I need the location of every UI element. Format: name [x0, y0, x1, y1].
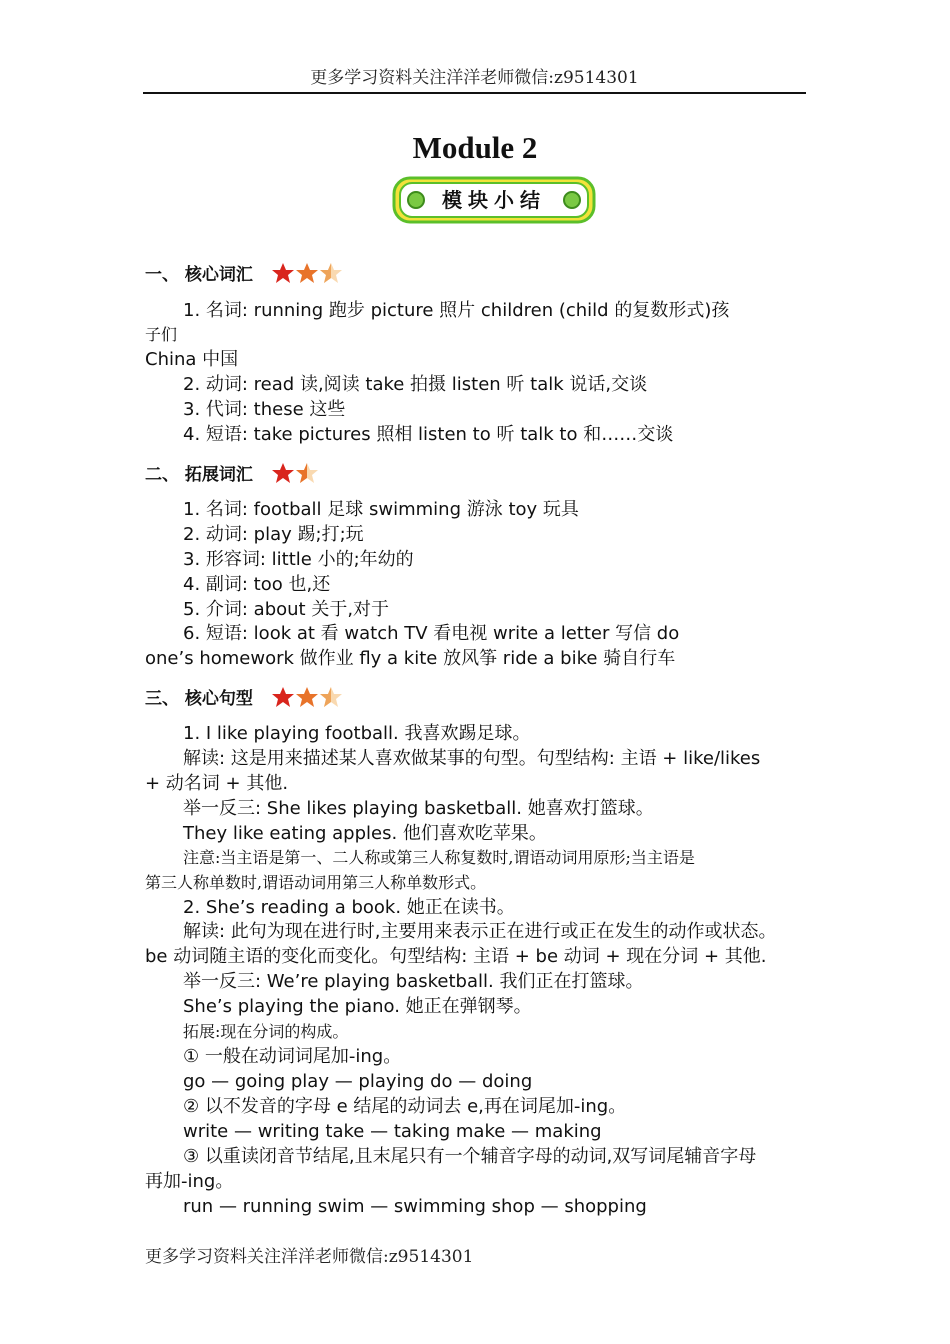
text-line: 4. 短语: take pictures 照相 listen to 听 talk to 和……交谈 — [183, 424, 674, 445]
section-heading: 一、 核心词汇 — [145, 265, 253, 285]
module-title: Module 2 — [412, 130, 538, 165]
text-line: ① 一般在动词词尾加-ing。 — [183, 1046, 402, 1067]
text-line: write — writing take — taking make — making — [183, 1121, 602, 1142]
page-footer: 更多学习资料关注洋洋老师微信:z9514301 — [145, 1247, 474, 1267]
text-line: 子们 — [145, 325, 178, 344]
half-star-icon — [295, 462, 319, 484]
section-extended-vocabulary — [145, 460, 319, 485]
text-line: 3. 形容词: little 小的;年幼的 — [183, 549, 414, 570]
text-line: + 动名词 + 其他. — [145, 773, 289, 794]
section-core-vocabulary — [145, 260, 343, 285]
text-line: 1. 名词: running 跑步 picture 照片 children (child 的复数形式)孩 — [183, 300, 730, 321]
rating-stars — [271, 686, 343, 708]
rating-stars — [271, 462, 319, 484]
star-icon — [271, 462, 295, 484]
text-line: 再加-ing。 — [145, 1171, 234, 1192]
summary-badge — [392, 176, 596, 224]
text-line: They like eating apples. 他们喜欢吃苹果。 — [183, 823, 547, 844]
text-line: 举一反三: We’re playing basketball. 我们正在打篮球。 — [183, 971, 644, 992]
text-line: 第三人称单数时,谓语动词用第三人称单数形式。 — [145, 873, 487, 892]
text-line: 1. I like playing football. 我喜欢踢足球。 — [183, 723, 531, 744]
text-line: 拓展:现在分词的构成。 — [183, 1022, 349, 1041]
text-line: be 动词随主语的变化而变化。句型结构: 主语 + be 动词 + 现在分词 + 其他. — [145, 946, 767, 967]
text-line: 解读: 此句为现在进行时,主要用来表示正在进行或正在发生的动作或状态。 — [183, 921, 777, 942]
text-line: 3. 代词: these 这些 — [183, 399, 346, 420]
text-line: 6. 短语: look at 看 watch TV 看电视 write a letter 写信 do — [183, 623, 680, 644]
half-star-icon — [319, 686, 343, 708]
text-line: 注意:当主语是第一、二人称或第三人称复数时,谓语动词用原形;当主语是 — [183, 848, 695, 867]
section-heading: 三、 核心句型 — [145, 689, 253, 709]
text-line: 2. 动词: play 踢;打;玩 — [183, 524, 364, 545]
text-line: one’s homework 做作业 fly a kite 放风筝 ride a bike 骑自行车 — [145, 648, 676, 669]
rating-stars — [271, 262, 343, 284]
text-line: go — going play — playing do — doing — [183, 1071, 533, 1092]
star-icon — [271, 262, 295, 284]
text-line: China 中国 — [145, 349, 239, 370]
section-core-sentences — [145, 684, 343, 709]
text-line: 2. 动词: read 读,阅读 take 拍摄 listen 听 talk 说话,交谈 — [183, 374, 648, 395]
text-line: 4. 副词: too 也,还 — [183, 574, 331, 595]
text-line: 举一反三: She likes playing basketball. 她喜欢打篮球。 — [183, 798, 654, 819]
text-line: 1. 名词: football 足球 swimming 游泳 toy 玩具 — [183, 499, 579, 520]
text-line: 解读: 这是用来描述某人喜欢做某事的句型。句型结构: 主语 + like/likes — [183, 748, 761, 769]
text-line: 2. She’s reading a book. 她正在读书。 — [183, 897, 515, 918]
half-star-icon — [319, 262, 343, 284]
star-icon — [295, 262, 319, 284]
text-line: ② 以不发音的字母 e 结尾的动词去 e,再在词尾加-ing。 — [183, 1096, 627, 1117]
page-header: 更多学习资料关注洋洋老师微信:z9514301 — [143, 64, 806, 94]
text-line: She’s playing the piano. 她正在弹钢琴。 — [183, 996, 532, 1017]
text-line: 5. 介词: about 关于,对于 — [183, 599, 390, 620]
text-line: run — running swim — swimming shop — shopping — [183, 1196, 647, 1217]
star-icon — [295, 686, 319, 708]
section-heading: 二、 拓展词汇 — [145, 465, 253, 485]
badge-label: 模块小结 — [442, 188, 546, 212]
text-line: ③ 以重读闭音节结尾,且末尾只有一个辅音字母的动词,双写词尾辅音字母 — [183, 1146, 757, 1167]
star-icon — [271, 686, 295, 708]
